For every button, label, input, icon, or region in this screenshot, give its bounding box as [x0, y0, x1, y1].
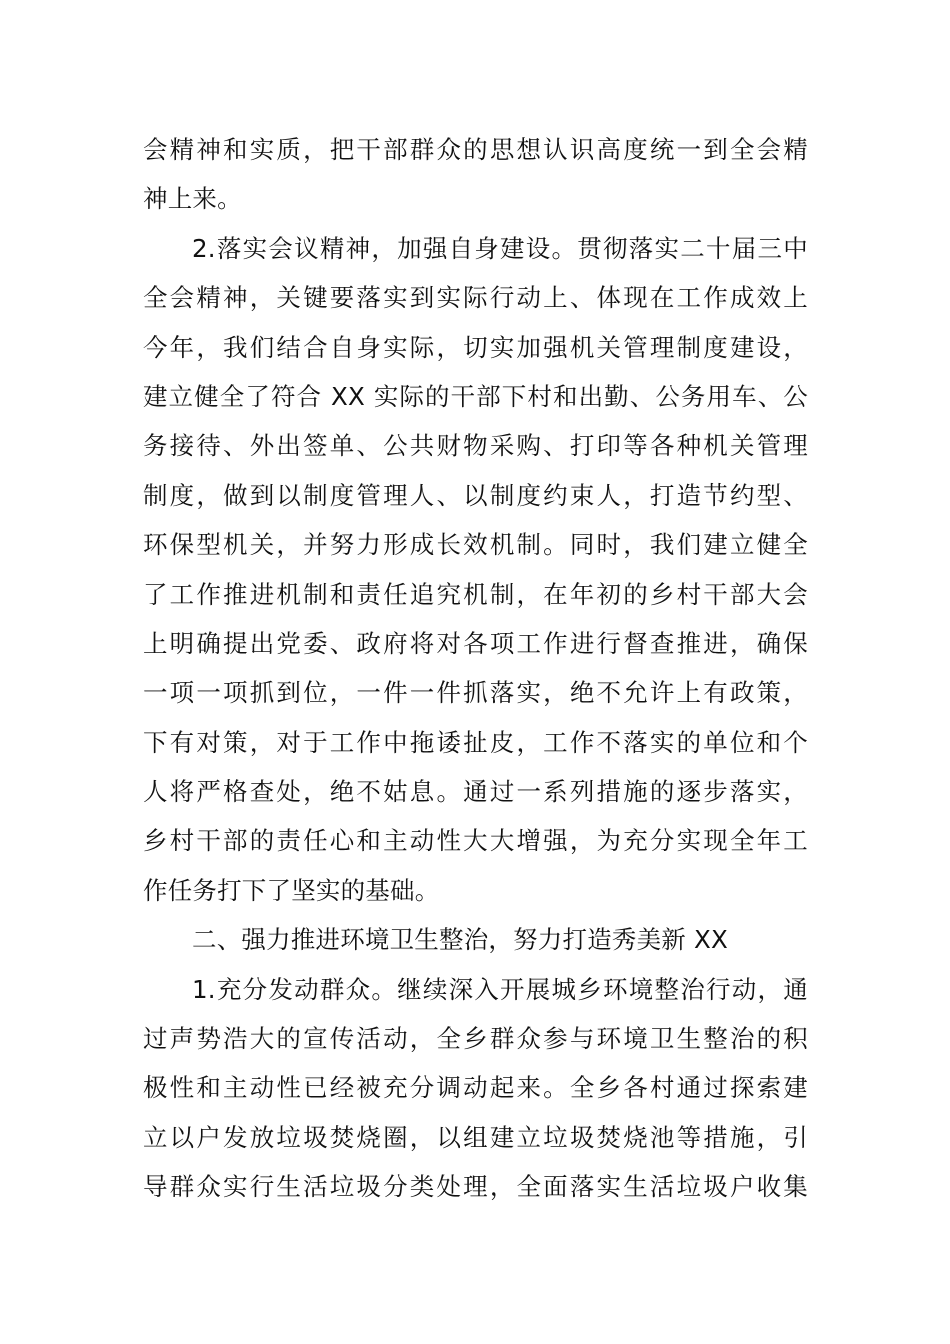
text-line: 立以户发放垃圾焚烧圈，以组建立垃圾焚烧池等措施，引 [143, 1122, 808, 1152]
text-line: 今年，我们结合自身实际，切实加强机关管理制度建设， [143, 332, 808, 362]
text-line: 人将严格查处，绝不姑息。通过一系列措施的逐步落实， [143, 777, 808, 807]
text-line: 下有对策，对于工作中拖诿扯皮，工作不落实的单位和个 [143, 727, 808, 757]
text-line: 上明确提出党委、政府将对各项工作进行督查推进，确保 [143, 628, 808, 658]
text-line: 2.落实会议精神，加强自身建设。贯彻落实二十届三中 [192, 233, 808, 263]
text-line: 建立健全了符合 XX 实际的干部下村和出勤、公务用车、公 [143, 381, 808, 411]
text-line: 全会精神，关键要落实到实际行动上、体现在工作成效上 [143, 283, 808, 313]
text-line: 环保型机关，并努力形成长效机制。同时，我们建立健全 [143, 530, 808, 560]
text-line: 神上来。 [143, 184, 242, 214]
text-line: 1.充分发动群众。继续深入开展城乡环境整治行动，通 [192, 974, 808, 1004]
text-line: 一项一项抓到位，一件一件抓落实，绝不允许上有政策， [143, 678, 808, 708]
text-line: 制度，做到以制度管理人、以制度约束人，打造节约型、 [143, 480, 808, 510]
text-line: 会精神和实质，把干部群众的思想认识高度统一到全会精 [143, 135, 808, 164]
document-body [143, 125, 808, 1212]
text-line: 务接待、外出签单、公共财物采购、打印等各种机关管理 [143, 431, 808, 461]
text-line: 作任务打下了坚实的基础。 [143, 875, 440, 905]
text-line: 了工作推进机制和责任追究机制，在年初的乡村干部大会 [143, 579, 808, 609]
text-line: 过声势浩大的宣传活动，全乡群众参与环境卫生整治的积 [143, 1024, 808, 1054]
text-line: 导群众实行生活垃圾分类处理，全面落实生活垃圾户收集 [143, 1172, 808, 1202]
text-line: 乡村干部的责任心和主动性大大增强，为充分实现全年工 [143, 826, 808, 856]
text-line: 极性和主动性已经被充分调动起来。全乡各村通过探索建 [143, 1073, 808, 1103]
section-heading: 二、强力推进环境卫生整治，努力打造秀美新 XX [192, 925, 728, 955]
